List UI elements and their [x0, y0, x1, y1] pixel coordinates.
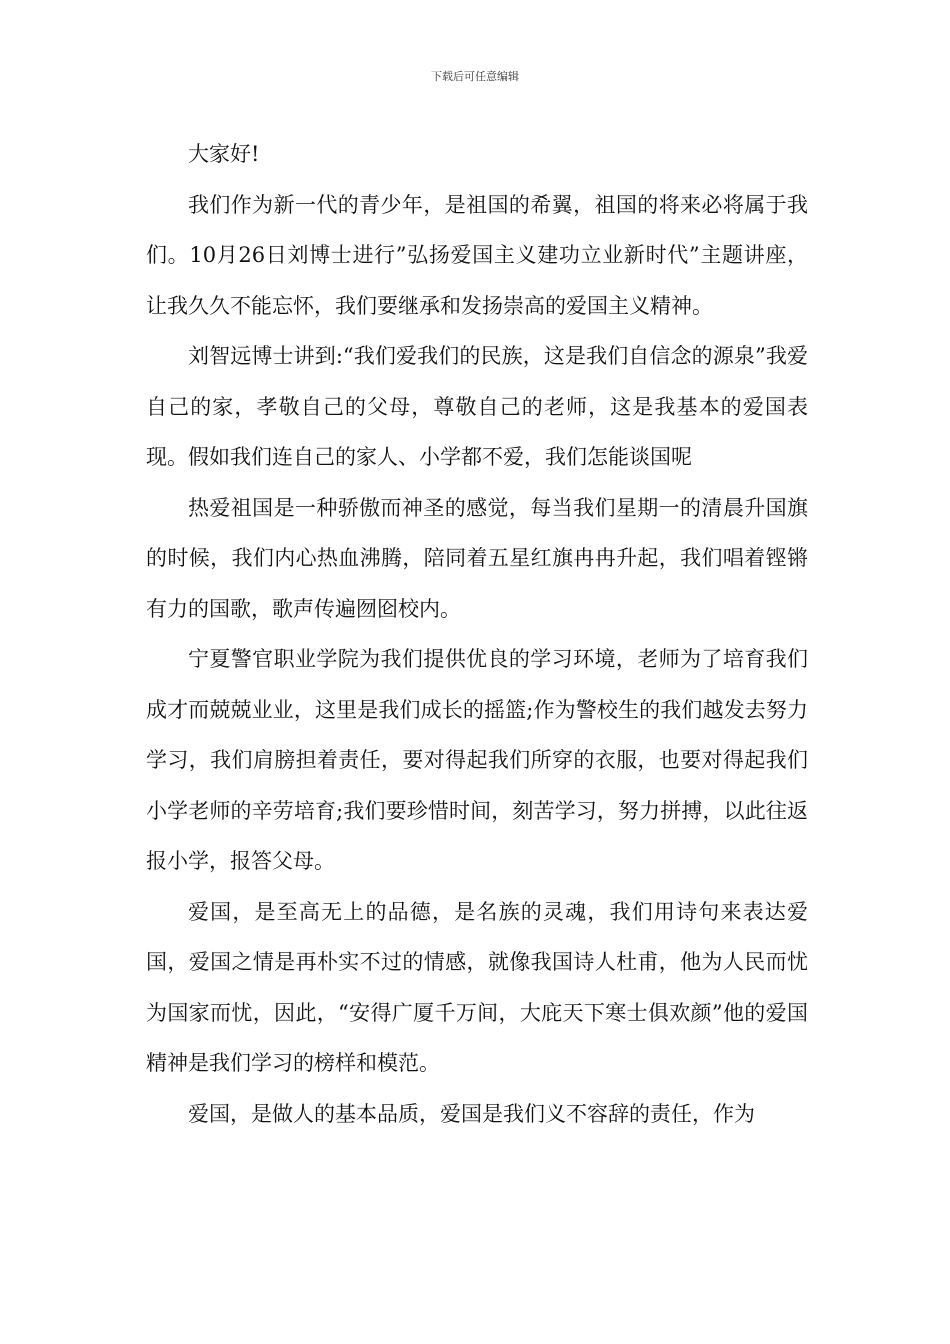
paragraph-1: 我们作为新一代的青少年，是祖国的希翼，祖国的将来必将属于我们。10月26日刘博士进行”弘扬爱国主义建功立业新时代”主题讲座，让我久久不能忘怀，我们要继承和发扬崇高的爱国主义精神。: [146, 192, 808, 318]
document-body: [146, 129, 808, 1139]
paragraph-2: 刘智远博士讲到:“我们爱我们的民族，这是我们自信念的源泉”我爱自己的家，孝敬自己的父母，尊敬自己的老师，这是我基本的爱国表现。假如我们连自己的家人、小学都不爱，我们怎能谈国呢: [146, 344, 808, 469]
paragraph-6: 爱国，是做人的基本品质，爱国是我们义不容辞的责任，作为: [188, 1101, 755, 1126]
paragraph-greeting: 大家好!: [188, 142, 260, 166]
paragraph-3: 热爱祖国是一种骄傲而神圣的感觉，每当我们星期一的清晨升国旗的时候，我们内心热血沸腾，陪同着五星红旗冉冉升起，我们唱着铿锵有力的国歌，歌声传遍囫囵校内。: [146, 495, 808, 621]
paragraph-5: 爱国，是至高无上的品德，是名族的灵魂，我们用诗句来表达爱国，爱国之情是再朴实不过的情感，就像我国诗人杜甫，他为人民而忧为国家而忧，因此，“安得广厦千万间，大庇天下寒士俱欢颜”他的爱国精神是我们学习的榜样和模范。: [146, 899, 808, 1075]
paragraph-4: 宁夏警官职业学院为我们提供优良的学习环境，老师为了培育我们成才而兢兢业业，这里是我们成长的摇篮;作为警校生的我们越发去努力学习，我们肩膀担着责任，要对得起我们所穿的衣服，也要对得起我们小学老师的辛劳培育;我们要珍惜时间，刻苦学习，努力拼搏，以此往返报小学，报答父母。: [146, 647, 808, 873]
page-header: 下载后可任意编辑: [431, 70, 519, 83]
